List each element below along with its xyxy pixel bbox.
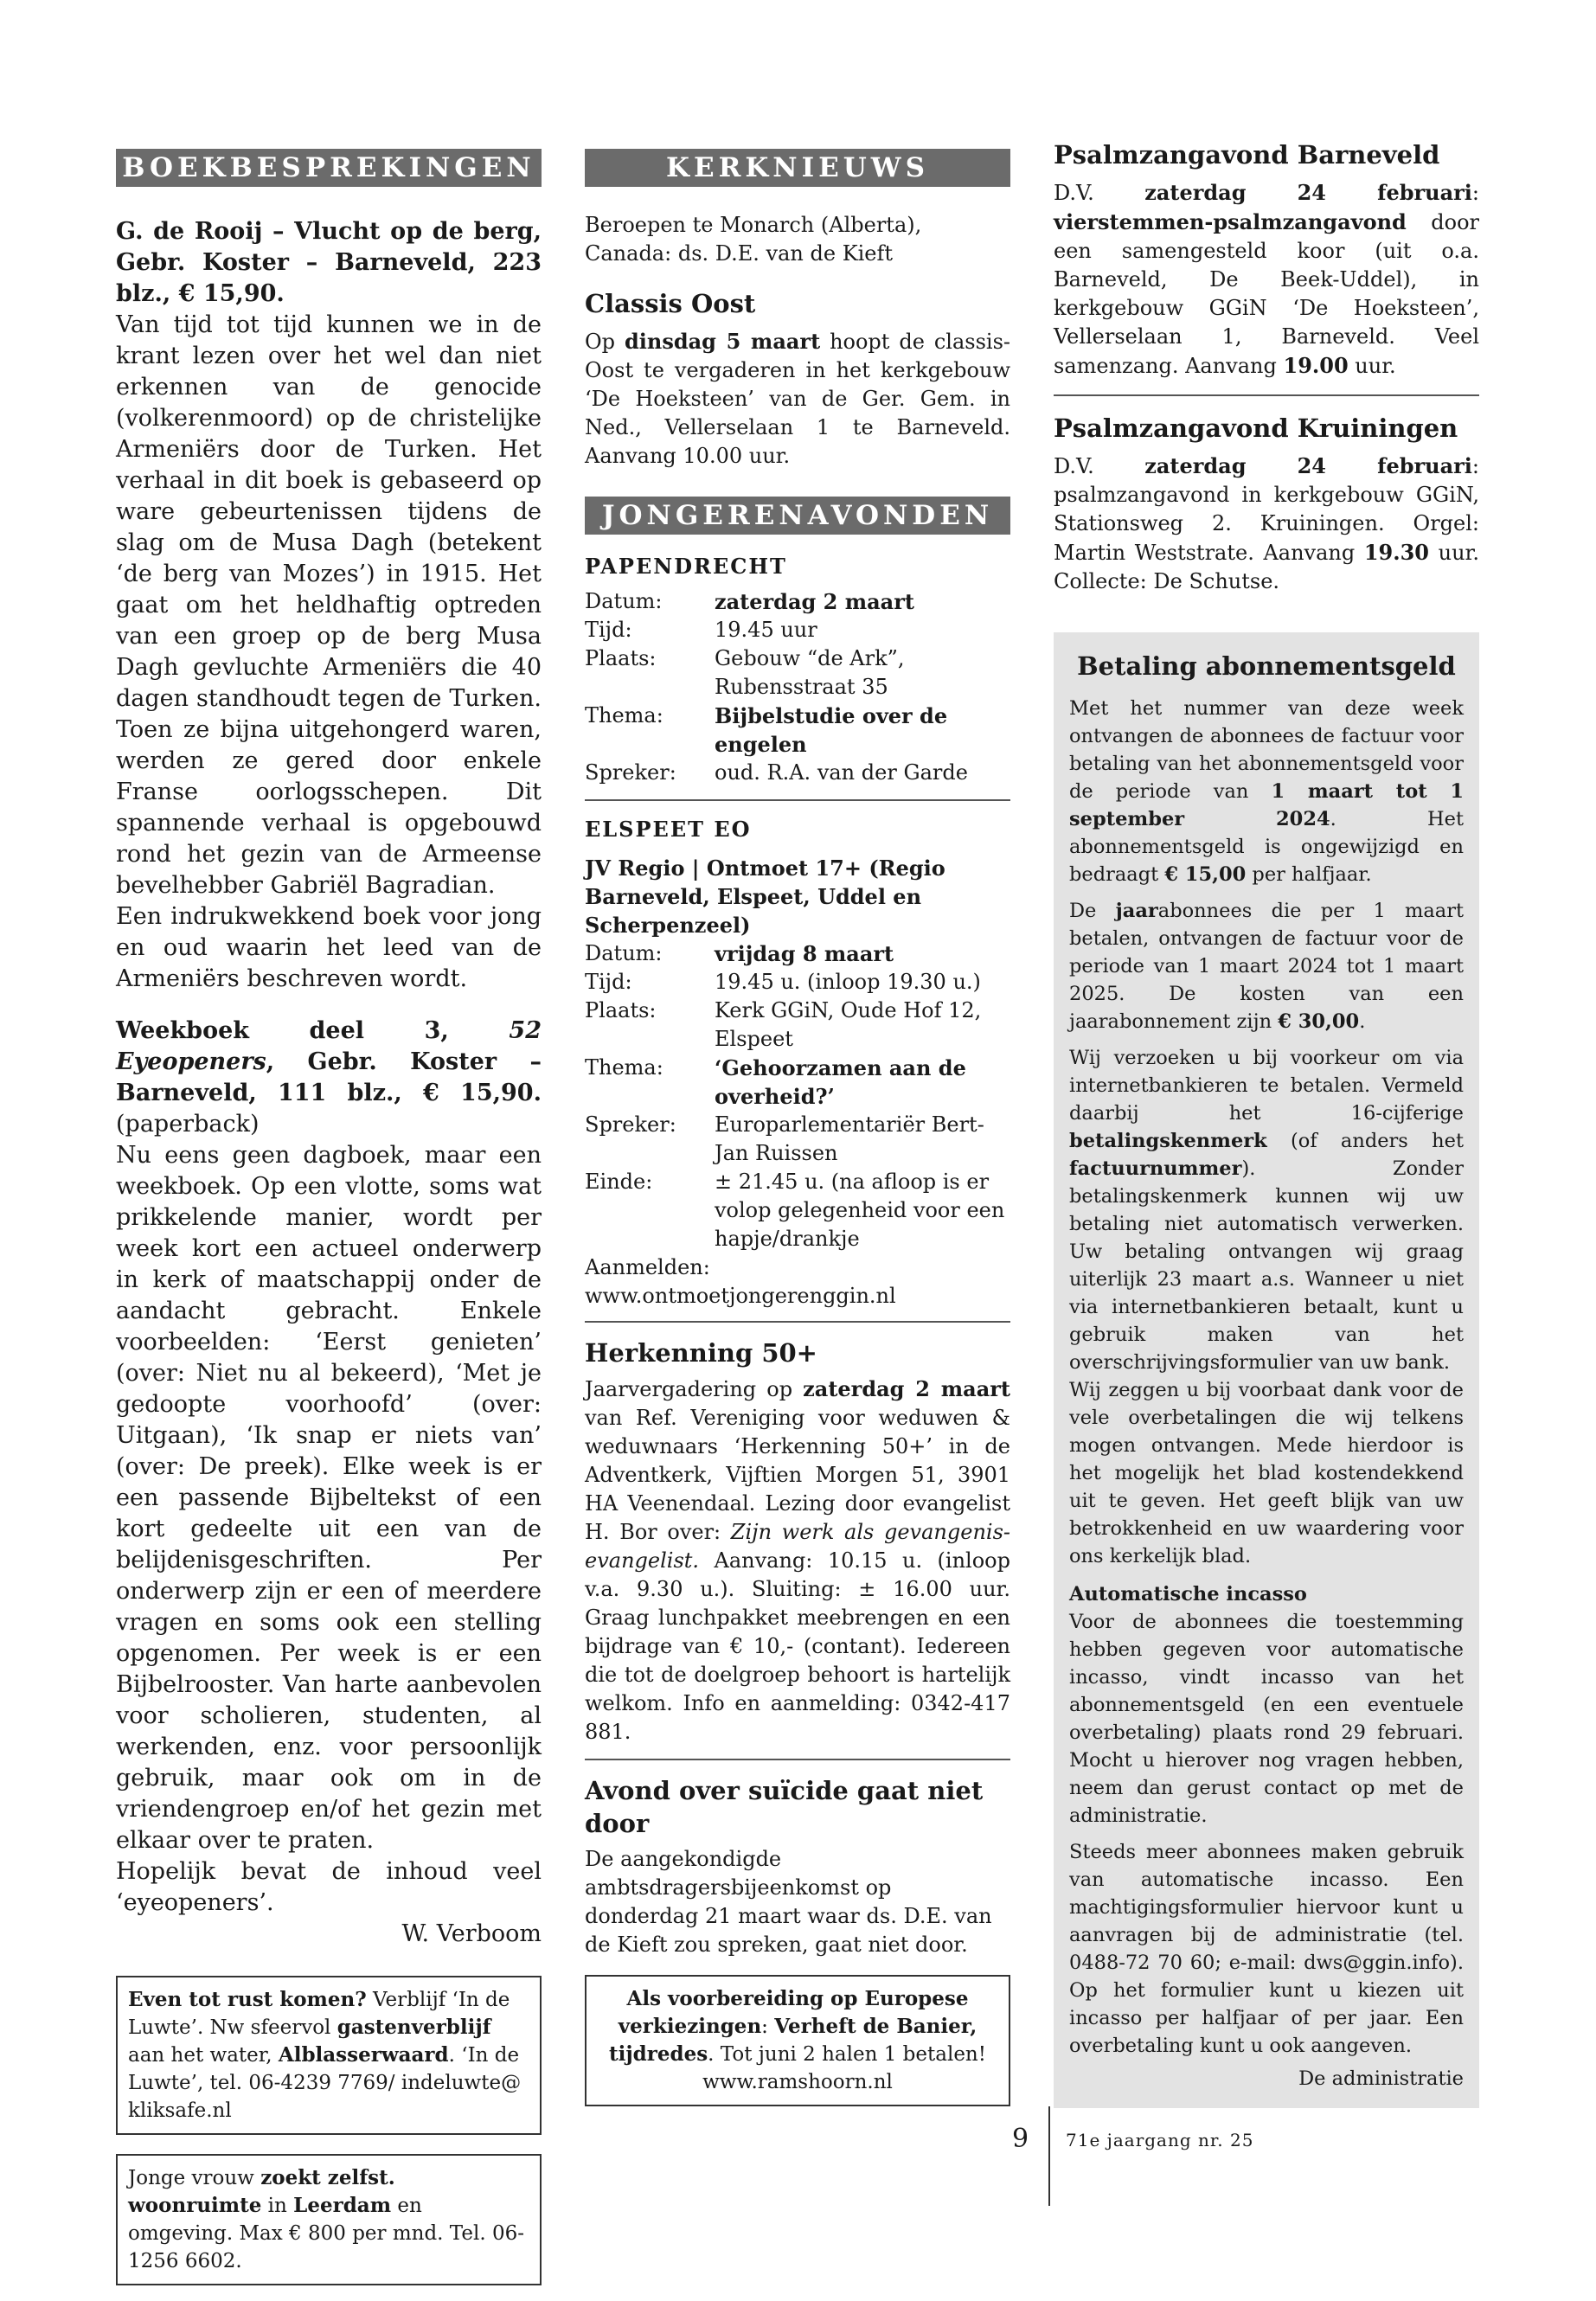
detail-label: Plaats: bbox=[585, 998, 657, 1022]
detail-row bbox=[585, 997, 1010, 1054]
section-banner-boekbesprekingen: BOEKBESPREKINGEN bbox=[116, 149, 542, 187]
divider bbox=[585, 799, 1010, 801]
detail-value: 19.45 uur bbox=[715, 618, 817, 642]
issue-info: 71e jaargang nr. 25 bbox=[1066, 2130, 1254, 2150]
detail-label: Thema: bbox=[585, 703, 663, 727]
footer-divider bbox=[1048, 2106, 1050, 2206]
review-heading: G. de Rooij – Vlucht op de berg, Gebr. Koster – Barneveld, 223 blz., € 15,90. bbox=[116, 218, 542, 307]
paragraph: Steeds meer abonnees maken gebruik van automatische incasso. Een machtigingsformulier hiervoor kunt u aanvragen bij de administratie (tel. 0488-72 70 60; e-mail: dws@ggin.info). Op het formulier kunt u kiezen uit incasso per halfjaar of per jaar. Een overbetaling kunt u ook aangeven. bbox=[1069, 1841, 1464, 2057]
event-subheading: JV Regio | Ontmoet 17+ (Regio Barneveld, Elspeet, Uddel en Scherpenzeel) bbox=[585, 856, 945, 938]
classis-oost-section bbox=[585, 287, 1010, 471]
detail-row bbox=[585, 587, 1010, 616]
detail-label: Thema: bbox=[585, 1055, 663, 1080]
ad-ramshoorn: Als voorbereiding op Europese verkiezingen: Verheft de Banier, tijdredes. Tot juni 2 halen 1 betalen! www.ramshoorn.nl bbox=[585, 1975, 1010, 2106]
divider bbox=[585, 1321, 1010, 1323]
column-church-news bbox=[585, 149, 1010, 2106]
detail-label: Datum: bbox=[585, 941, 663, 965]
detail-row bbox=[585, 1168, 1010, 1253]
detail-row bbox=[585, 1111, 1010, 1168]
event-details bbox=[585, 939, 1010, 1253]
papendrecht-section bbox=[585, 554, 1010, 787]
review-paragraph: Van tijd tot tijd kunnen we in de krant lezen over het wel dan niet erkennen van de genocide (volkerenmoord) op de christelijke Armeniërs door de Turken. Het verhaal in dit boek is gebaseerd op ware gebeurtenissen tijdens de slag om de Musa Dagh (betekent ‘de berg van Mozes’) in 1915. Het gaat om het heldhaftig optreden van een groep op de berg Musa Dagh gevluchte Armeniërs die 40 dagen standhoudt tegen de Turken. Toen ze bijna uitgehongerd waren, werden ze gered door enkele Franse oorlogsschepen. Dit spannende verhaal is opgebouwd rond het gezin van de Armeense bevelhebber Gabriël Bagradian. bbox=[116, 311, 542, 899]
detail-value: Gebouw “de Ark”, Rubensstraat 35 bbox=[715, 646, 905, 699]
detail-value: 19.45 u. (inloop 19.30 u.) bbox=[715, 970, 981, 994]
detail-label: Spreker: bbox=[585, 760, 676, 785]
column-announcements bbox=[1054, 138, 1479, 2108]
section-heading: Classis Oost bbox=[585, 289, 756, 318]
detail-label: Plaats: bbox=[585, 646, 657, 670]
elspeet-section bbox=[585, 817, 1010, 1311]
betaling-box bbox=[1054, 632, 1479, 2108]
paragraph: Wij verzoeken u bij voorkeur om via internetbankieren te betalen. Vermeld daarbij het 16-cijferige betalingskenmerk (of anders het factuurnummer). Zonder betalingskenmerk kunnen wij uw betaling niet automatisch verwerken. Uw betaling ontvangen wij graag uiterlijk 23 maart a.s. Wanneer u niet via internetbankieren betaalt, kunt u gebruik maken van het overschrijvingsformulier van uw bank. bbox=[1069, 1047, 1464, 1374]
detail-row bbox=[585, 968, 1010, 997]
beroepen-notice: Beroepen te Monarch (Alberta), Canada: ds. D.E. van de Kieft bbox=[585, 213, 922, 266]
detail-value: Kerk GGiN, Oude Hof 12, Elspeet bbox=[715, 998, 982, 1051]
section-heading: PAPENDRECHT bbox=[585, 554, 787, 579]
detail-row bbox=[585, 702, 1010, 759]
suicide-section bbox=[585, 1774, 1010, 1959]
column-book-reviews bbox=[116, 149, 542, 2285]
section-banner-kerknieuws: KERKNIEUWS bbox=[585, 149, 1010, 187]
review-vlucht-op-de-berg bbox=[116, 216, 542, 995]
paragraph: De jaarabonnees die per 1 maart betalen, ontvangen de factuur voor de periode van 1 maart 2024 tot 1 maart 2025. De kosten van een jaarabonnement zijn € 30,00. bbox=[1069, 900, 1465, 1033]
divider bbox=[1054, 394, 1479, 396]
herkenning-section bbox=[585, 1336, 1010, 1747]
subheading: Automatische incasso bbox=[1069, 1583, 1307, 1606]
detail-value: ± 21.45 u. (na afloop is er volop gelegenheid voor een hapje/drankje bbox=[715, 1170, 1005, 1251]
psalmzangavond-kruiningen bbox=[1054, 412, 1479, 596]
detail-row bbox=[585, 1054, 1010, 1111]
review-signature: W. Verboom bbox=[401, 1920, 542, 1947]
section-heading: Avond over suïcide gaat niet door bbox=[585, 1776, 984, 1838]
box-text bbox=[1069, 695, 1464, 2093]
ad-in-de-luwte: Even tot rust komen? Verblijf ‘In de Luwte’. Nw sfeervol gastenverblijf aan het water, Alblasserwaard. ‘In de Luwte’, tel. 06-4239 7769/ indeluwte@ kliksafe.nl bbox=[116, 1976, 542, 2135]
detail-value: vrijdag 8 maart bbox=[715, 941, 894, 966]
detail-row bbox=[585, 644, 1010, 702]
page-number: 9 bbox=[1012, 2124, 1029, 2154]
section-text: D.V. zaterdag 24 februari: vierstemmen-psalmzangavond door een samengesteld koor (uit o.a. Barneveld, De Beek-Uddel), in kerkgebouw GGiN ‘De Hoeksteen’, Vellerselaan 1, Barneveld. Veel samenzang. Aanvang 19.00 uur. bbox=[1054, 180, 1479, 378]
detail-label: Tijd: bbox=[585, 970, 632, 994]
event-details bbox=[585, 587, 1010, 787]
paragraph: Met het nummer van deze week ontvangen de abonnees de factuur voor betaling van het abonnementsgeld voor de periode van 1 maart tot 1 september 2024. Het abonnementsgeld is ongewijzigd en bedraagt € 15,00 per halfjaar. bbox=[1069, 697, 1464, 886]
detail-value: Bijbelstudie over de engelen bbox=[715, 703, 948, 757]
detail-row bbox=[585, 616, 1010, 644]
review-paragraph: Nu eens geen dagboek, maar een weekboek. Op een vlotte, soms wat prikkelende manier, wordt per week kort een actueel onderwerp in kerk of maatschappij onder de aandacht gebracht. Enkele voorbeelden: ‘Eerst genieten’ (over: Niet nu al bekeerd), ‘Met je gedoopte voorhoofd’ (over: Uitgaan), ‘Ik snap er niets van’ (over: De preek). Elke week is er een passende Bijbeltekst of een kort gedeelte uit een van de belijdenisgeschriften. Per onderwerp zijn er een of meerdere vragen en soms ook een stelling opgenomen. Per week is er een Bijbelrooster. Van harte aanbevolen voor scholieren, studenten, al werkenden, enz. voor persoonlijk gebruik, maar ook om in de vriendengroep en/of het gezin met elkaar over te praten. bbox=[116, 1142, 542, 1854]
section-banner-jongerenavonden: JONGERENAVONDEN bbox=[585, 497, 1010, 535]
detail-row bbox=[585, 759, 1010, 787]
paragraph: Voor de abonnees die toestemming hebben gegeven voor automatische incasso, vindt incasso van het abonnementsgeld (en een eventuele overbetaling) plaats rond 29 februari. Mocht u hierover nog vragen hebben, neem dan gerust contact op met de administratie. bbox=[1069, 1611, 1464, 1827]
section-heading: Herkenning 50+ bbox=[585, 1338, 817, 1368]
section-heading: Psalmzangavond Barneveld bbox=[1054, 140, 1440, 170]
detail-label: Spreker: bbox=[585, 1112, 676, 1137]
signup-label: Aanmelden: bbox=[585, 1255, 710, 1279]
ad-link[interactable]: www.ramshoorn.nl bbox=[702, 2071, 893, 2093]
detail-value: oud. R.A. van der Garde bbox=[715, 760, 968, 785]
detail-value: Europarlementariër Bert-Jan Ruissen bbox=[715, 1112, 984, 1165]
detail-label: Datum: bbox=[585, 589, 663, 613]
section-heading: ELSPEET EO bbox=[585, 817, 752, 842]
section-text: De aangekondigde ambtsdragersbijeenkomst op donderdag 21 maart waar ds. D.E. van de Kieft zou spreken, gaat niet door. bbox=[585, 1847, 992, 1957]
signature: De administratie bbox=[1298, 2067, 1464, 2090]
ad-woonruimte: Jonge vrouw zoekt zelfst. woonruimte in Leerdam en omgeving. Max € 800 per mnd. Tel. 06-1256 6602. bbox=[116, 2154, 542, 2285]
review-paragraph: Een indrukwekkend boek voor jong en oud waarin het leed van de Armeniërs beschreven wordt. bbox=[116, 903, 542, 992]
detail-label: Tijd: bbox=[585, 618, 632, 642]
detail-value: zaterdag 2 maart bbox=[715, 589, 914, 614]
review-heading: Weekboek deel 3, 52 Eyeopeners, Gebr. Koster – Barneveld, 111 blz., € 15,90. (paperback) bbox=[116, 1017, 542, 1138]
section-text: Jaarvergadering op zaterdag 2 maart van Ref. Vereniging voor weduwen & weduwnaars ‘Herkenning 50+’ in de Adventkerk, Vijftien Morgen 51, 3901 HA Veenendaal. Lezing door evangelist H. Bor over: Zijn werk als gevangenis-evangelist. Aanvang: 10.15 u. (inloop v.a. 9.30 u.). Sluiting: ± 16.00 uur. Graag lunchpakket meebrengen en een bijdrage van € 10,- (contant). Iedereen die tot de doelgroep behoort is hartelijk welkom. Info en aanmelding: 0342-417 881. bbox=[585, 1376, 1010, 1744]
section-heading: Psalmzangavond Kruiningen bbox=[1054, 413, 1458, 443]
paragraph: Wij zeggen u bij voorbaat dank voor de vele overbetalingen die wij telkens mogen ontvangen. Mede hierdoor is het mogelijk het blad kostendekkend uit te geven. Het geeft blijk van uw betrokkenheid en uw waardering voor ons kerkelijk blad. bbox=[1069, 1379, 1464, 1567]
review-paragraph: Hopelijk bevat de inhoud veel ‘eyeopeners’. bbox=[116, 1858, 542, 1916]
detail-row bbox=[585, 939, 1010, 968]
detail-value: ‘Gehoorzamen aan de overheid?’ bbox=[715, 1055, 966, 1109]
review-weekboek bbox=[116, 1016, 542, 1950]
box-heading: Betaling abonnementsgeld bbox=[1077, 651, 1456, 681]
detail-label: Einde: bbox=[585, 1170, 653, 1194]
signup-link[interactable]: www.ontmoetjongerenggin.nl bbox=[585, 1284, 896, 1308]
psalmzangavond-barneveld bbox=[1054, 138, 1479, 381]
section-text: D.V. zaterdag 24 februari: psalmzangavond in kerkgebouw GGiN, Stationsweg 2. Kruiningen. Orgel: Martin Weststrate. Aanvang 19.30 uur. Collecte: De Schutse. bbox=[1054, 453, 1479, 593]
divider bbox=[585, 1759, 1010, 1760]
section-text: Op dinsdag 5 maart hoopt de classis-Oost te vergaderen in het kerkgebouw ‘De Hoeksteen’ van de Ger. Gem. in Ned., Vellerselaan 1 te Barneveld. Aanvang 10.00 uur. bbox=[585, 329, 1010, 468]
